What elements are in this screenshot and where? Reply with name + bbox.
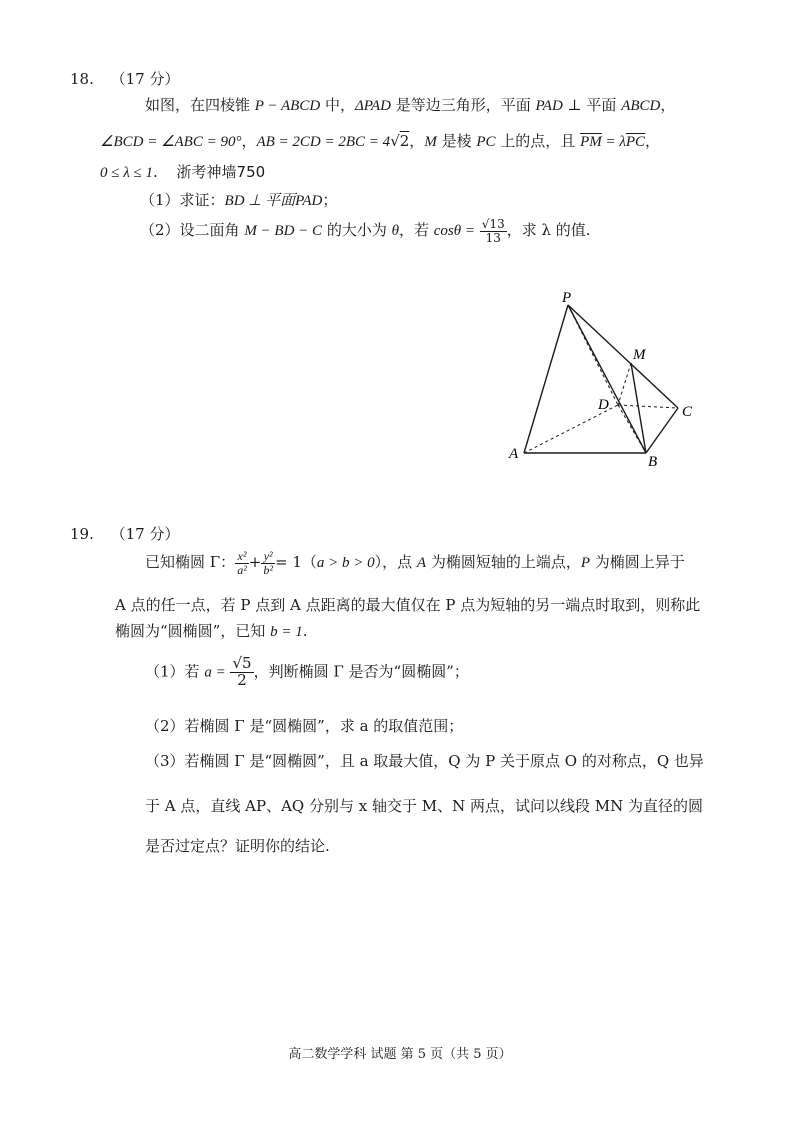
watermark-text: 浙考神墙750 (176, 163, 266, 181)
vector: $\overline{PM}$ (580, 134, 602, 150)
math: PC (476, 134, 496, 150)
q18-part1 (140, 191, 337, 210)
fraction (480, 218, 507, 244)
label-M: M (633, 347, 646, 363)
math: P − ABCD (254, 98, 321, 114)
fraction-x (235, 550, 249, 576)
text: = 1（ (274, 553, 317, 572)
edge-MD (618, 363, 631, 405)
q18-score: （17 分） (110, 70, 180, 88)
q19-part3-line3: 是否过定点？证明你的结论. (145, 837, 330, 855)
page-footer: 高二数学学科 试题 第 5 页（共 5 页） (288, 1047, 512, 1062)
text: + (248, 553, 262, 572)
math: ΔPAD (354, 98, 391, 114)
text: . (302, 622, 308, 640)
q19-score: （17 分） (110, 525, 180, 543)
text: 已知椭圆 Γ： (145, 553, 236, 572)
denominator: a² (237, 562, 247, 577)
numerator: √5 (232, 654, 252, 672)
text: ，判断椭圆 Γ 是否为“圆椭圆”； (253, 662, 469, 681)
label-A: A (509, 446, 519, 462)
math: P (580, 555, 591, 572)
fraction-a (230, 656, 253, 689)
label-D: D (598, 397, 609, 413)
text: ⊥ 平面 (562, 96, 622, 114)
text: . (152, 163, 158, 181)
denominator: 2 (237, 670, 247, 689)
text: ， (645, 132, 661, 150)
text: （2）设二面角 (140, 221, 245, 240)
edge-DC (618, 405, 678, 408)
q19-part3-line2: 于 A 点，直线 AP、AQ 分别与 x 轴交于 M、N 两点，试问以线段 MN 为直径的圆 (145, 797, 703, 815)
text: ， (241, 132, 257, 150)
text: （1）若 (145, 662, 205, 681)
text: ），点 (374, 553, 417, 572)
text: ， (409, 132, 425, 150)
math: a = (204, 664, 226, 681)
text: 椭圆为“圆椭圆”，已知 (115, 622, 271, 640)
label-C: C (682, 404, 693, 420)
text: 为椭圆上异于 (590, 553, 685, 572)
numerator: y² (261, 550, 275, 564)
numerator: x² (235, 550, 249, 564)
text: ，求 λ 的值. (506, 221, 591, 240)
text: 上的点，且 (495, 132, 581, 150)
q19-part2: （2）若椭圆 Γ 是“圆椭圆”，求 a 的取值范围； (145, 717, 464, 735)
math: cosθ = (433, 223, 476, 240)
math: ∠BCD = ∠ABC = 90° (100, 134, 242, 150)
sqrt: √2 (390, 132, 410, 150)
pyramid-figure (500, 285, 710, 470)
math: ABCD (621, 98, 661, 114)
q18-header (70, 70, 180, 88)
q19-line1 (145, 550, 685, 576)
vector: $\overline{PC}$ (625, 134, 646, 150)
q18-line3 (100, 163, 265, 182)
text: 为椭圆短轴的上端点， (426, 553, 581, 572)
q18-line1 (145, 96, 675, 115)
math: = λ (601, 134, 626, 150)
edge-BC (646, 408, 678, 453)
math: a > b > 0 (316, 555, 375, 572)
q19-line3 (115, 622, 308, 641)
denominator: 13 (485, 230, 501, 245)
label-B: B (648, 454, 658, 470)
label-P: P (562, 290, 572, 306)
denominator: b² (263, 562, 273, 577)
text: 是等边三角形，平面 (391, 96, 536, 114)
text: 中， (320, 96, 355, 114)
text: ； (322, 191, 338, 209)
q18-line2 (100, 132, 660, 151)
math: AB = 2CD = 2BC = 4 (256, 134, 391, 150)
edge-PA (524, 305, 568, 453)
fraction-y (261, 550, 275, 576)
math: M − BD − C (244, 223, 323, 240)
math: M (424, 134, 437, 150)
math: BD ⊥ 平面PAD (224, 193, 323, 209)
text: ， (660, 96, 676, 114)
text: 是棱 (436, 132, 477, 150)
q18-number: 18. (70, 70, 94, 88)
q18-part2 (140, 218, 591, 244)
q19-part1 (145, 656, 469, 689)
q19-part3-line1: （3）若椭圆 Γ 是“圆椭圆”，且 a 取最大值，Q 为 P 关于原点 O 的对称点，Q 也异 (145, 752, 704, 770)
sqrt-arg: 2 (399, 132, 410, 150)
numerator: √13 (481, 217, 505, 231)
q19-number: 19. (70, 525, 94, 543)
text: 如图，在四棱锥 (145, 96, 255, 114)
math: 0 ≤ λ ≤ 1 (100, 165, 153, 181)
math: θ (391, 223, 399, 240)
math: A (416, 555, 427, 572)
q19-line2: A 点的任一点，若 P 点到 A 点距离的最大值仅在 P 点为短轴的另一端点时取到，则称此 (115, 596, 701, 614)
q19-header (70, 525, 180, 543)
edge-PC (568, 305, 678, 408)
text: ，若 (398, 221, 434, 240)
math: b = 1 (270, 624, 303, 640)
math: PAD (535, 98, 563, 114)
text: 的大小为 (322, 221, 392, 240)
text: （1）求证： (140, 191, 225, 209)
